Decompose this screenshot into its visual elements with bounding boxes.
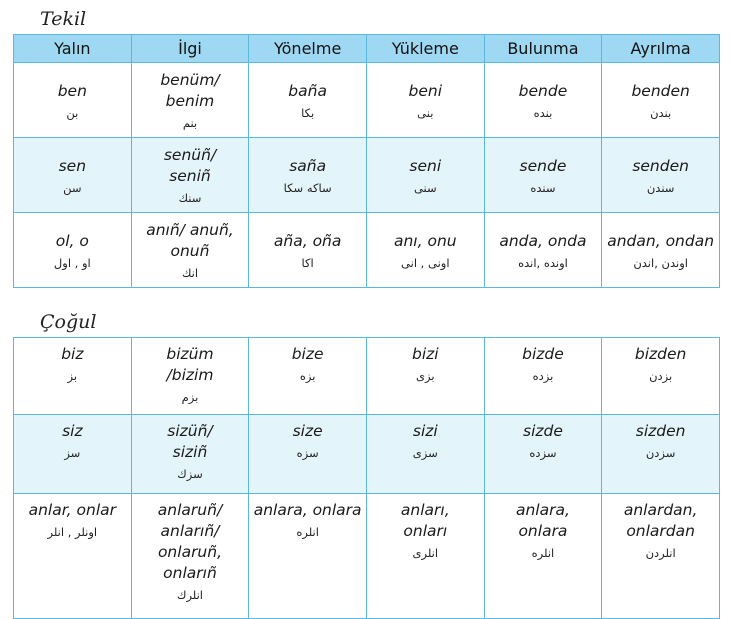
header-row [14,35,720,63]
latin-form: anlaruñ/ anlarıñ/ onlaruñ, onlarıñ [157,501,223,582]
latin-form: anlara, onlara [515,501,570,540]
table-cell [484,138,602,213]
table-cell [131,494,249,619]
arabic-form: اكا [301,255,314,270]
header-bulunma: Bulunma [484,35,602,63]
header-ilgi: İlgi [131,35,249,63]
arabic-form: بزده [532,369,554,383]
latin-form: bize [291,345,324,363]
table-cell [602,415,720,494]
table-cell [249,415,367,494]
table-row [14,213,720,288]
table-cell [484,213,602,288]
latin-form: anıñ/ anuñ, onuñ [146,221,234,260]
table-cell [249,63,367,138]
arabic-form: ساكه سكا [283,180,332,195]
arabic-form: انلرك [176,588,203,602]
table-cell [602,338,720,415]
latin-form: anı, onu [393,231,457,250]
table-cell [602,213,720,288]
arabic-form: بكا [301,105,315,120]
table-row [14,63,720,138]
section-title-tekil: Tekil [40,8,87,30]
latin-form: sizde [523,422,563,440]
latin-form: size [292,422,323,440]
arabic-form: بن [66,105,79,120]
table-cell [366,494,484,619]
table-cell [366,338,484,415]
table-cell [131,338,249,415]
table-cell [14,338,132,415]
arabic-form: سزه [296,446,319,460]
latin-form: andan, ondan [607,231,715,250]
cogul-table [13,337,720,619]
table-cell [249,494,367,619]
latin-form: bizi [412,345,439,363]
arabic-form: بنم [182,116,198,130]
table-row [14,415,720,494]
arabic-form: سزدن [645,446,676,460]
arabic-form: اونده ,انده [518,255,568,270]
latin-form: anlara, onlara [253,501,362,519]
header-yukleme: Yükleme [366,35,484,63]
latin-form: benüm/ benim [160,71,220,110]
latin-form: senüñ/ seniñ [163,146,217,185]
arabic-form: اوندن ,اندن [633,255,688,270]
arabic-form: سنى [413,180,437,195]
arabic-form: بزه [299,369,316,383]
tekil-table [13,34,720,288]
arabic-form: بز [67,369,78,383]
arabic-form: او , اول [53,255,91,270]
arabic-form: سزك [177,467,203,481]
latin-form: sen [58,156,87,175]
latin-form: seni [409,156,442,175]
table-cell [14,138,132,213]
latin-form: anlar, onlar [28,501,117,519]
latin-form: sende [519,156,567,175]
arabic-form: بندن [650,105,672,120]
latin-form: baña [288,81,327,100]
latin-form: anlardan, onlardan [623,501,698,540]
section-title-cogul: Çoğul [40,311,97,333]
table-row [14,338,720,415]
arabic-form: انلردن [645,546,676,560]
table-cell [131,415,249,494]
arabic-form: بزدن [649,369,673,383]
latin-form: bende [518,81,568,100]
arabic-form: انلره [296,525,319,539]
latin-form: sizden [635,422,686,440]
arabic-form: سندن [646,180,675,195]
table-cell [484,415,602,494]
table-cell [602,494,720,619]
table-cell [14,494,132,619]
arabic-form: سزى [412,446,438,460]
table-cell [249,338,367,415]
arabic-form: سنك [178,191,202,205]
table-cell [366,415,484,494]
table-cell [602,63,720,138]
table-cell [484,494,602,619]
latin-form: sizi [412,422,438,440]
latin-form: bizden [634,345,687,363]
arabic-form: انلره [531,546,555,560]
latin-form: saña [289,156,327,175]
table-cell [14,213,132,288]
header-yalin: Yalın [14,35,132,63]
arabic-form: انك [181,266,199,280]
table-cell [249,213,367,288]
table-cell [366,63,484,138]
table-row [14,138,720,213]
arabic-form: بزى [416,369,435,383]
arabic-form: سز [64,446,81,460]
latin-form: aña, oña [273,231,342,250]
table-cell [14,63,132,138]
latin-form: anda, onda [499,231,587,250]
table-row [14,494,720,619]
latin-form: bizde [522,345,564,363]
arabic-form: سنده [530,180,556,195]
latin-form: anları, onları [400,501,450,540]
latin-form: sizüñ/ siziñ [167,422,213,461]
header-ayrilma: Ayrılma [602,35,720,63]
table-cell [249,138,367,213]
latin-form: ben [57,81,87,100]
latin-form: siz [62,422,83,440]
header-yonelme: Yönelme [249,35,367,63]
table-cell [14,415,132,494]
latin-form: biz [61,345,84,363]
latin-form: senden [632,156,689,175]
arabic-form: انلرى [412,546,439,560]
table-cell [366,138,484,213]
arabic-form: بنده [533,105,553,120]
arabic-form: بزم [181,390,199,404]
latin-form: bizüm /bizim [166,345,214,384]
arabic-form: بنى [417,105,434,120]
table-cell [131,138,249,213]
table-cell [131,213,249,288]
table-cell [484,338,602,415]
table-cell [484,63,602,138]
latin-form: beni [408,81,443,100]
latin-form: ol, o [55,231,89,250]
latin-form: benden [631,81,690,100]
table-cell [131,63,249,138]
arabic-form: اونلر , انلر [47,525,98,539]
arabic-form: سن [63,180,82,195]
arabic-form: اونى , انى [401,255,450,270]
table-cell [366,213,484,288]
table-cell [602,138,720,213]
arabic-form: سزده [529,446,557,460]
